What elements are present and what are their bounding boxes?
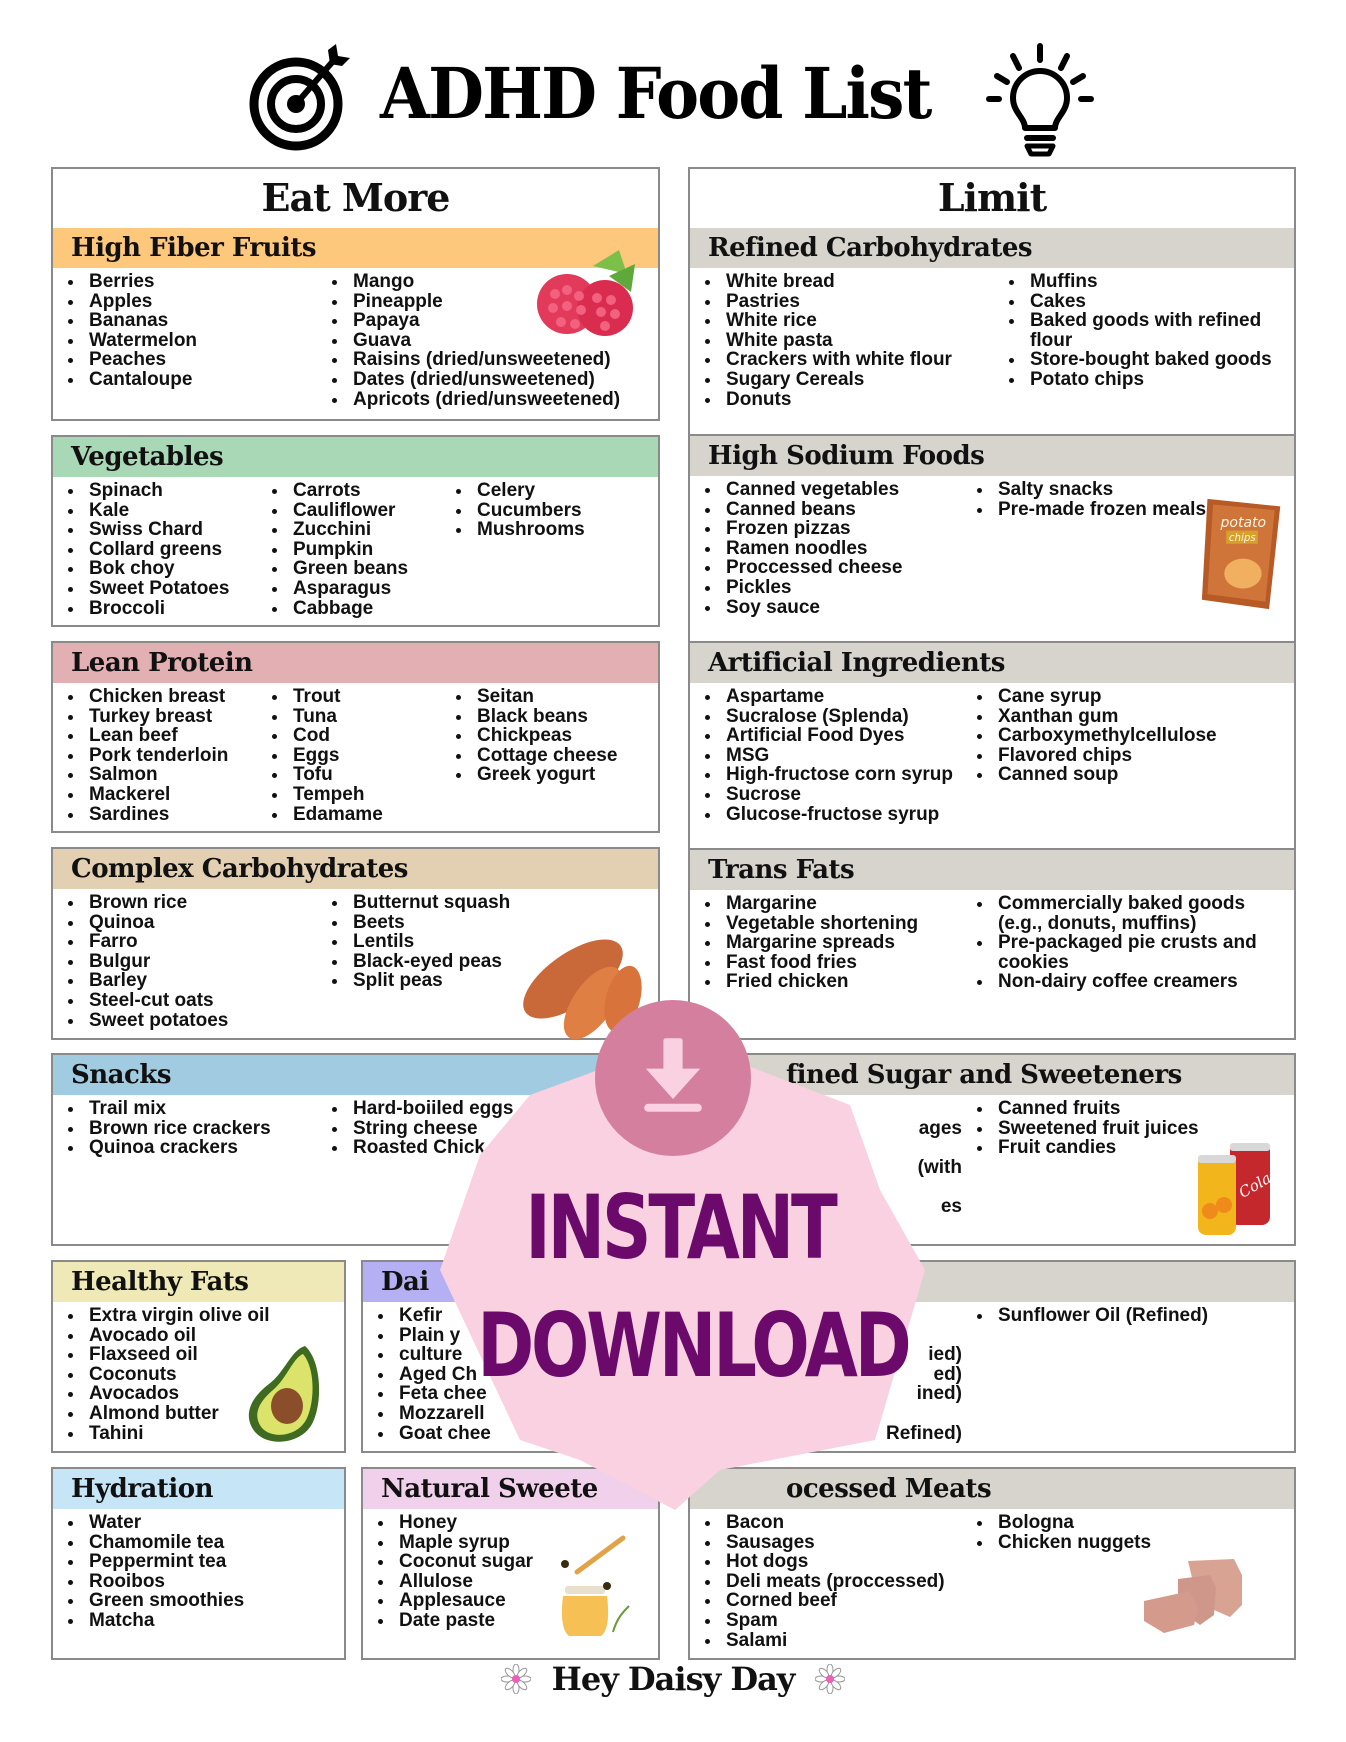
- vegetables-section: [51, 435, 660, 627]
- list-item: • Cakes: [1026, 292, 1286, 312]
- list-item: • Zucchini: [289, 520, 441, 540]
- list-item: • Tuna: [289, 707, 441, 727]
- list-item: • Brown rice: [85, 893, 317, 913]
- list-item: • Sweetened fruit juices: [994, 1119, 1199, 1139]
- list-item: • Chicken nuggets: [994, 1533, 1151, 1553]
- list-item: • Commercially baked goods (e.g., donuts, muffins): [994, 894, 1294, 933]
- list-item: • Sardines: [85, 805, 257, 825]
- sugar-col2: [962, 1099, 1199, 1217]
- list-item: • Trout: [289, 687, 441, 707]
- list-item: • Black-eyed peas: [349, 952, 510, 972]
- list-item: • Tempeh: [289, 785, 441, 805]
- list-item: • Flaxseed oil: [85, 1345, 270, 1365]
- list-item: • Crackers with white flour: [722, 350, 994, 370]
- list-item: • Watermelon: [85, 331, 317, 351]
- fruit-list-col1: [53, 272, 317, 409]
- list-item: • Hard-boiiled eggs: [349, 1099, 513, 1119]
- list-item: (with: [917, 1156, 962, 1178]
- list-item: • culture: [395, 1345, 491, 1365]
- list-item: • Guava: [349, 331, 620, 351]
- list-item: • Farro: [85, 932, 317, 952]
- list-item: • Roasted Chick: [349, 1138, 513, 1158]
- list-item: • Trail mix: [85, 1099, 317, 1119]
- list-item: • Coconuts: [85, 1365, 270, 1385]
- list-item: • Swiss Chard: [85, 520, 257, 540]
- avocado-icon: [243, 1340, 323, 1450]
- list-item: • Berries: [85, 272, 317, 292]
- list-item: • Store-bought baked goods: [1026, 350, 1286, 370]
- list-item: • Sugary Cereals: [722, 370, 994, 390]
- list-item: • Tahini: [85, 1424, 270, 1444]
- list-item: • Bologna: [994, 1513, 1151, 1533]
- list-item: • Bok choy: [85, 559, 257, 579]
- refined-carbs-section: [690, 228, 1294, 435]
- list-item: • Plain y: [395, 1326, 491, 1346]
- list-item: • Pork tenderloin: [85, 746, 257, 766]
- list-item: • Aspartame: [722, 687, 962, 707]
- list-item: • Hot dogs: [722, 1552, 962, 1572]
- list-item: • Artificial Food Dyes: [722, 726, 962, 746]
- healthy-fats-section: [51, 1260, 346, 1453]
- list-item: • Cottage cheese: [473, 746, 617, 766]
- list-item: • Spam: [722, 1611, 962, 1631]
- list-item: • White pasta: [722, 331, 994, 351]
- raspberries-icon: [531, 246, 641, 341]
- list-item: • Collard greens: [85, 540, 257, 560]
- list-item: • Dates (dried/unsweetened): [349, 370, 620, 390]
- list-item: • Sunflower Oil (Refined): [994, 1306, 1208, 1326]
- list-item: • Brown rice crackers: [85, 1119, 317, 1139]
- list-item: • Proccessed cheese: [722, 558, 962, 578]
- list-item: • Black beans: [473, 707, 617, 727]
- list-item: • Sweet Potatoes: [85, 579, 257, 599]
- list-item: • White bread: [722, 272, 994, 292]
- list-item: ages: [918, 1117, 962, 1139]
- list-item: • Sucrose: [722, 785, 962, 805]
- list-item: • Applesauce: [395, 1591, 533, 1611]
- list-item: • Goat chee: [395, 1424, 491, 1444]
- soda-cans-icon: [1190, 1137, 1280, 1237]
- list-item: • Bananas: [85, 311, 317, 331]
- section-title: Refined Carbohydrates: [690, 228, 1294, 268]
- list-item: • Maple syrup: [395, 1533, 533, 1553]
- list-item: • High-fructose corn syrup: [722, 765, 962, 785]
- list-item: • Canned fruits: [994, 1099, 1199, 1119]
- section-title: Natural Sweete: [363, 1469, 658, 1509]
- list-item: • Coconut sugar: [395, 1552, 533, 1572]
- list-item: • Sweet potatoes: [85, 1011, 317, 1031]
- lean-protein-section: [51, 641, 660, 833]
- list-item: • Seitan: [473, 687, 617, 707]
- ham-slices-icon: [1138, 1553, 1248, 1633]
- list-item: • Ramen noodles: [722, 539, 962, 559]
- limit-heading: Limit: [937, 175, 1047, 220]
- list-item: • Mackerel: [85, 785, 257, 805]
- list-item: • Canned vegetables: [722, 480, 962, 500]
- footer: [0, 1660, 1346, 1710]
- list-item: • Tofu: [289, 765, 441, 785]
- list-item: • Butternut squash: [349, 893, 510, 913]
- list-item: • Apples: [85, 292, 317, 312]
- list-item: • Mango: [349, 272, 620, 292]
- list-item: • Salty snacks: [994, 480, 1206, 500]
- meats-col2: [962, 1513, 1151, 1650]
- section-title: Snacks: [53, 1055, 658, 1095]
- section-title: High Fiber Fruits: [53, 228, 658, 268]
- list-item: • Edamame: [289, 805, 441, 825]
- list-item: • Papaya: [349, 311, 620, 331]
- hydration-list: [53, 1513, 244, 1631]
- list-item: • Barley: [85, 971, 317, 991]
- svg-text:Cola: Cola: [1235, 1168, 1275, 1202]
- trans-fats-col1: [690, 894, 962, 992]
- list-item: • Xanthan gum: [994, 707, 1217, 727]
- sodium-col2: [962, 480, 1206, 617]
- high-fiber-fruits-section: [53, 228, 658, 419]
- veg-list-col1: [53, 481, 257, 618]
- list-item: • Pumpkin: [289, 540, 441, 560]
- list-item: • Almond butter: [85, 1404, 270, 1424]
- artificial-col2: [962, 687, 1217, 824]
- lightbulb-icon: [985, 42, 1095, 157]
- list-item: • Cabbage: [289, 599, 441, 619]
- badge-line1: INSTANT: [525, 1176, 835, 1279]
- section-title: Healthy Fats: [53, 1262, 344, 1302]
- trans-fats-col2: [962, 894, 1294, 992]
- list-item: • Allulose: [395, 1572, 533, 1592]
- list-item: • Beets: [349, 913, 510, 933]
- list-item: • Peaches: [85, 350, 317, 370]
- refined-carbs-col1: [690, 272, 994, 409]
- hydration-section: [51, 1467, 346, 1660]
- list-item: • Glucose-fructose syrup: [722, 805, 962, 825]
- section-title: High Sodium Foods: [690, 436, 1294, 476]
- limit-panel: [688, 167, 1296, 1040]
- list-item: es: [940, 1195, 962, 1217]
- list-item: • String cheese: [349, 1119, 513, 1139]
- list-item: • Spinach: [85, 481, 257, 501]
- section-title: Hydration: [53, 1469, 344, 1509]
- svg-text:potato: potato: [1220, 514, 1267, 531]
- sodium-col1: [690, 480, 962, 617]
- list-item: • Fruit candies: [994, 1138, 1199, 1158]
- download-icon: [633, 1030, 713, 1120]
- list-item: • Margarine spreads: [722, 933, 962, 953]
- list-item: • Green beans: [289, 559, 441, 579]
- section-title: Artificial Ingredients: [690, 643, 1294, 683]
- brand-name: Hey Daisy Day: [551, 1660, 795, 1698]
- section-title: Complex Carbohydrates: [53, 849, 658, 889]
- list-item: • Eggs: [289, 746, 441, 766]
- list-item: • Turkey breast: [85, 707, 257, 727]
- artificial-col1: [690, 687, 962, 824]
- list-item: • Bulgur: [85, 952, 317, 972]
- list-item: • Lean beef: [85, 726, 257, 746]
- list-item: • Pre-packaged pie crusts and cookies: [994, 933, 1294, 972]
- list-item: • Margarine: [722, 894, 962, 914]
- list-item: • Quinoa: [85, 913, 317, 933]
- badge-line2: DOWNLOAD: [477, 1294, 909, 1397]
- list-item: ied): [928, 1344, 962, 1366]
- title-row: [0, 38, 1346, 158]
- list-item: • Flavored chips: [994, 746, 1217, 766]
- section-title: Dai: [363, 1262, 658, 1302]
- list-item: • Chicken breast: [85, 687, 257, 707]
- list-item: ed): [933, 1363, 962, 1385]
- list-item: • Apricots (dried/unsweetened): [349, 390, 620, 410]
- list-item: • Vegetable shortening: [722, 914, 962, 934]
- list-item: • Asparagus: [289, 579, 441, 599]
- section-title: ocessed Meats: [690, 1469, 1294, 1509]
- list-item: • Mushrooms: [473, 520, 585, 540]
- list-item: • MSG: [722, 746, 962, 766]
- list-item: • Carboxymethylcellulose: [994, 726, 1217, 746]
- list-item: • Mozzarell: [395, 1404, 491, 1424]
- fats-list: [53, 1306, 270, 1443]
- list-item: • Extra virgin olive oil: [85, 1306, 270, 1326]
- section-title: fined Sugar and Sweeteners: [690, 1055, 1294, 1095]
- protein-list-col3: [441, 687, 617, 824]
- list-item: • Kefir: [395, 1306, 491, 1326]
- list-item: • Avocados: [85, 1384, 270, 1404]
- list-item: • Kale: [85, 501, 257, 521]
- list-item: • Split peas: [349, 971, 510, 991]
- page-title: ADHD Food List: [380, 52, 931, 135]
- list-item: • Feta chee: [395, 1384, 491, 1404]
- list-item: • Rooibos: [85, 1572, 244, 1592]
- list-item: ined): [916, 1383, 962, 1405]
- list-item: • Salami: [722, 1631, 962, 1651]
- list-item: • Sucralose (Splenda): [722, 707, 962, 727]
- list-item: • Honey: [395, 1513, 533, 1533]
- artificial-ingredients-section: [690, 643, 1294, 849]
- carbs-list-col1: [53, 893, 317, 1030]
- list-item: • Non-dairy coffee creamers: [994, 972, 1294, 992]
- eat-more-heading: Eat More: [261, 175, 450, 220]
- list-item: • Potato chips: [1026, 370, 1286, 390]
- list-item: • Fried chicken: [722, 972, 962, 992]
- list-item: • Cantaloupe: [85, 370, 317, 390]
- list-item: • Peppermint tea: [85, 1552, 244, 1572]
- eat-more-panel: [51, 167, 660, 421]
- list-item: • Canned soup: [994, 765, 1217, 785]
- list-item: • Canned beans: [722, 500, 962, 520]
- potato-chips-bag-icon: [1200, 492, 1284, 616]
- list-item: • Pineapple: [349, 292, 620, 312]
- list-item: • Quinoa crackers: [85, 1138, 317, 1158]
- list-item: • Frozen pizzas: [722, 519, 962, 539]
- list-item: • Green smoothies: [85, 1591, 244, 1611]
- list-item: • Cane syrup: [994, 687, 1217, 707]
- list-item: • Broccoli: [85, 599, 257, 619]
- protein-list-col2: [257, 687, 441, 824]
- daisy-icon: [501, 1664, 531, 1694]
- list-item: • Lentils: [349, 932, 510, 952]
- veg-list-col2: [257, 481, 441, 618]
- list-item: • Greek yogurt: [473, 765, 617, 785]
- list-item: • Deli meats (proccessed): [722, 1572, 962, 1592]
- section-title: Trans Fats: [690, 850, 1294, 890]
- list-item: • Water: [85, 1513, 244, 1533]
- list-item: • Pre-made frozen meals: [994, 500, 1206, 520]
- list-item: • Corned beef: [722, 1591, 962, 1611]
- list-item: • Chamomile tea: [85, 1533, 244, 1553]
- list-item: • Donuts: [722, 390, 994, 410]
- target-arrow-icon: [246, 42, 356, 152]
- section-title: Vegetables: [53, 437, 658, 477]
- list-item: • Aged Ch: [395, 1365, 491, 1385]
- list-item: • Baked goods with refined flour: [1026, 311, 1286, 350]
- protein-list-col1: [53, 687, 257, 824]
- list-item: • Bacon: [722, 1513, 962, 1533]
- instant-download-badge[interactable]: [420, 1000, 940, 1550]
- list-item: • Raisins (dried/unsweetened): [349, 350, 620, 370]
- snacks-list-col1: [53, 1099, 317, 1158]
- list-item: • Pastries: [722, 292, 994, 312]
- list-item: • Salmon: [85, 765, 257, 785]
- section-title: Lean Protein: [53, 643, 658, 683]
- list-item: • Fast food fries: [722, 953, 962, 973]
- oils-col2: [962, 1306, 1208, 1443]
- list-item: • Date paste: [395, 1611, 533, 1631]
- list-item: • Carrots: [289, 481, 441, 501]
- veg-list-col3: [441, 481, 585, 618]
- list-item: • Avocado oil: [85, 1326, 270, 1346]
- list-item: • Pickles: [722, 578, 962, 598]
- list-item: Refined): [886, 1422, 962, 1444]
- list-item: • Celery: [473, 481, 585, 501]
- list-item: • Cucumbers: [473, 501, 585, 521]
- refined-carbs-col2: [994, 272, 1286, 409]
- list-item: • Muffins: [1026, 272, 1286, 292]
- list-item: • Cod: [289, 726, 441, 746]
- list-item: • Sausages: [722, 1533, 962, 1553]
- list-item: • Steel-cut oats: [85, 991, 317, 1011]
- high-sodium-section: [690, 436, 1294, 642]
- svg-text:chips: chips: [1228, 531, 1256, 544]
- list-item: • Matcha: [85, 1611, 244, 1631]
- daisy-icon: [815, 1664, 845, 1694]
- list-item: • White rice: [722, 311, 994, 331]
- list-item: • Cauliflower: [289, 501, 441, 521]
- list-item: • Chickpeas: [473, 726, 617, 746]
- list-item: • Soy sauce: [722, 598, 962, 618]
